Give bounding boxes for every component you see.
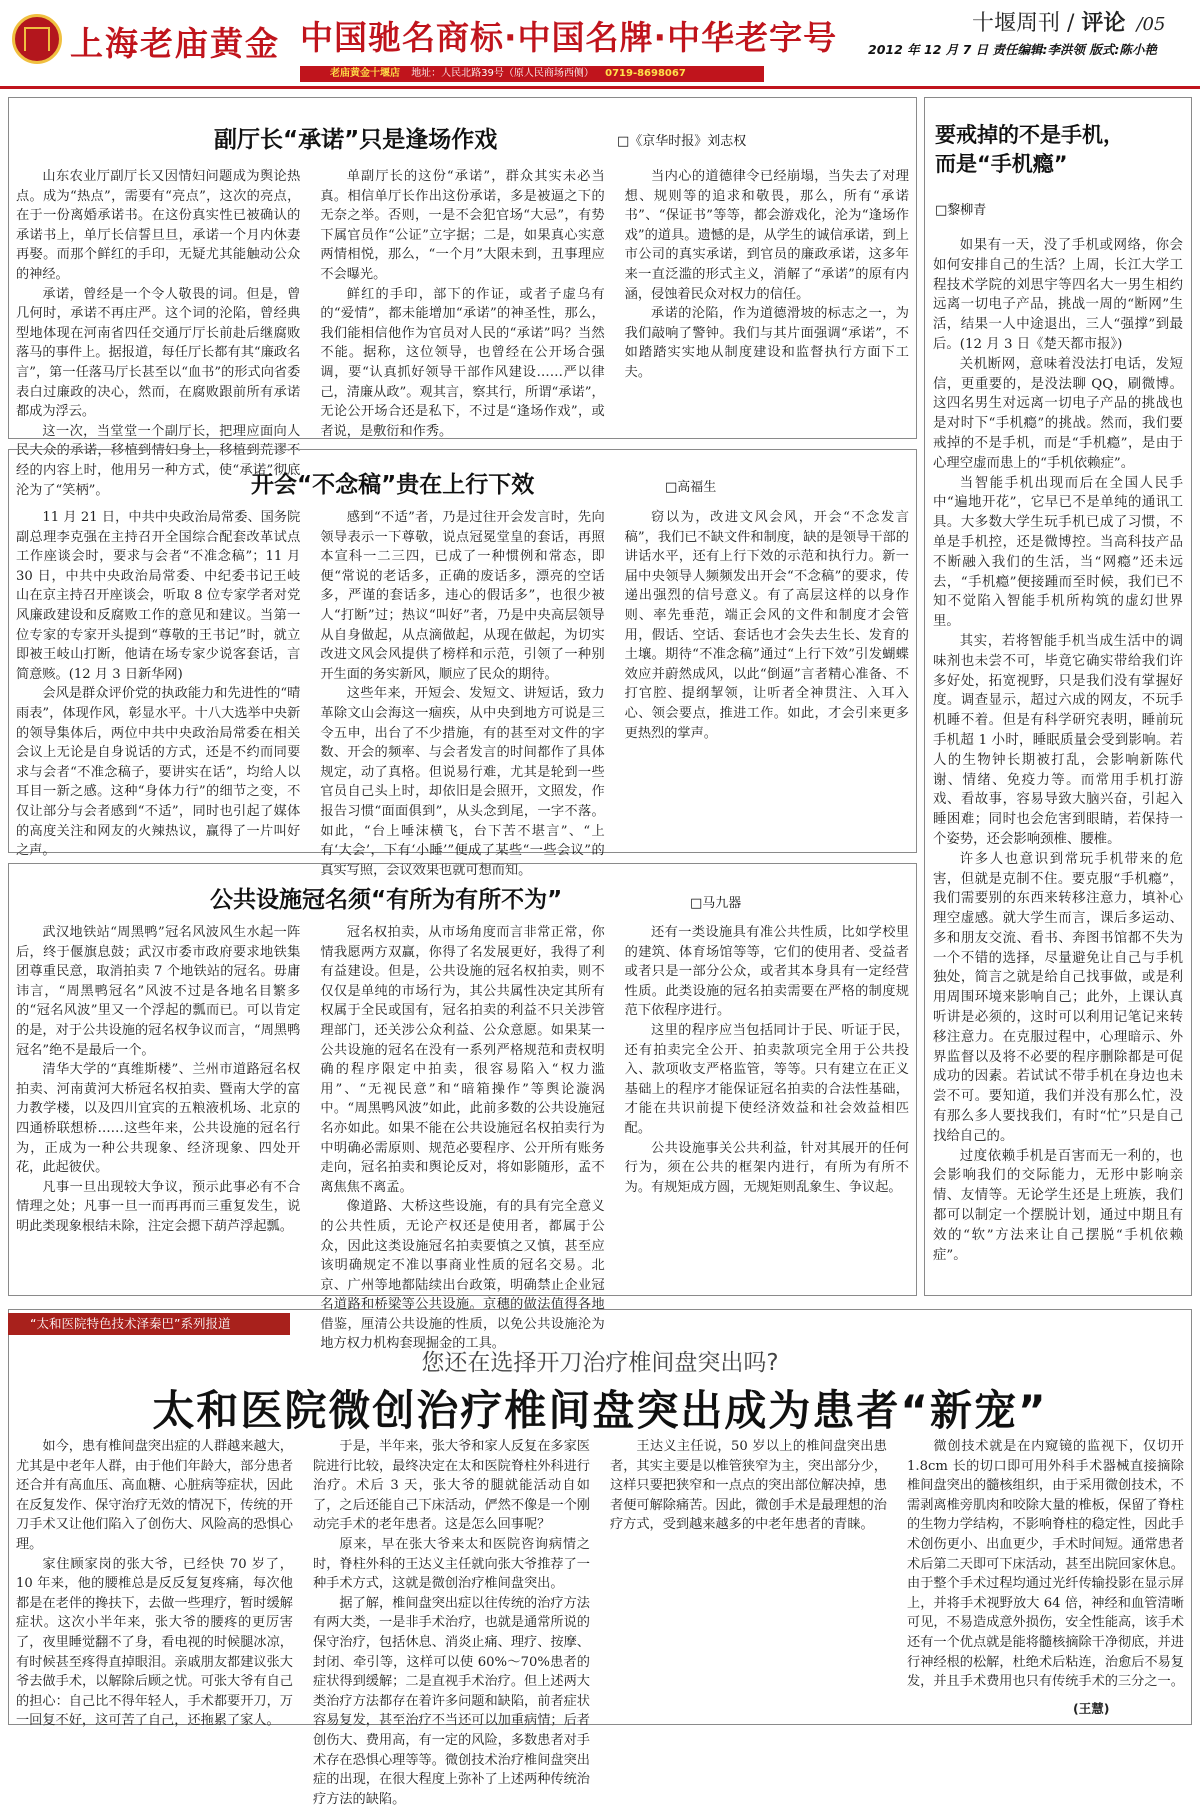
paragraph: 过度依赖手机是百害而无一利的，也会影响我们的交际能力，无形中影响亲情、友情等。无论学生还是上班族，我们都可以制定一个摆脱计划，通过中期且有效的“软”方法来让自己摆脱“手机依赖症”。	[933, 1148, 1183, 1263]
side-title-line-2: 而是“手机瘾”	[935, 152, 1068, 176]
ad-column	[610, 1437, 887, 1697]
paragraph: 感到“不适”者，乃是过往开会发言时，先向领导表示一下尊敬，说点冠冕堂皇的套话，再照本宣科一二三四，已成了一种惯例和常态，即便“常说的老话多，正确的废话多，漂亮的空话多，严谨的套话多，违心的假话多”，也很少被人“打断”过；热议“叫好”者，乃是中央高层领导从自身做起，从点滴做起，从现在做起，为切实改进文风会风提供了榜样和示范，引领了一种别开生面的务实新风，顺应了民众的期待。	[320, 510, 605, 682]
paragraph: 承诺，曾经是一个令人敬畏的词。但是，曾几何时，承诺不再庄严。这个词的沦陷，曾经典型地体现在河南省四任交通厅厅长前赴后继腐败落马的事件上。据报道，每任厅长都有其“廉政名言”，第一任落马厅长甚至以“血书”的形式向省委表白过廉政的决心，然而，在腐败跟前所有承诺都成为浮云。	[16, 286, 301, 420]
article-3-column	[320, 923, 605, 1352]
ad-column	[16, 1437, 293, 1729]
paragraph: 这一次，当堂堂一个副厅长，把理应面向人民大众的承诺，移植到情妇身上，移植到荒谬不经的内容上时，他用另一种方式，使“承诺”彻底沦为了“笑柄”。	[16, 423, 301, 498]
side-article-column	[933, 236, 1183, 1290]
paragraph: 家住顾家岗的张大爷，已经快 70 岁了，10 年来，他的腰椎总是反反复复疼痛，每次他都是在老伴的搀扶下，去做一些理疗，暂时缓解症状。这次小半年来，张大爷的腰疼的更厉害了，夜里睡觉翻不了身，看电视的时候腿冰凉，有时候甚至疼得直掉眼泪。亲戚朋友都建议张大爷去做手术，以解除后顾之忧。可张大爷有自己的担心：自己比不得年轻人，手术都要开刀，万一回复不好，这可苦了自己，还拖累了家人。	[16, 1556, 293, 1729]
paragraph: 武汉地铁站“周黑鸭”冠名风波风生水起一阵后，终于偃旗息鼓；武汉市委市政府要求地铁集团尊重民意，取消拍卖 7 个地铁站的冠名。毋庸讳言，“周黑鸭冠名”风波不过是各地名目繁多的“冠名风波”里又一个浮起的瓢而已。可以肯定的是，对于公共设施的冠名权争议而言，“周黑鸭冠名”绝不是最后一个。	[16, 925, 301, 1058]
paragraph: 于是，半年来，张大爷和家人反复在多家医院进行比较，最终决定在太和医院脊柱外科进行治疗。术后 3 天，张大爷的腿就能活动自如了，之后还能自己下床活动，俨然不像是一个刚动完手术的老年患者。这是怎么回事呢？	[313, 1439, 590, 1533]
paragraph: 还有一类设施具有准公共性质，比如学校里的建筑、体育场馆等等，它们的使用者、受益者或者只是一部分公众，或者其本身具有一定经营性质。此类设施的冠名拍卖需要在严格的制度规范下依程序进行。	[624, 925, 909, 1019]
paragraph: 像道路、大桥这些设施，有的具有完全意义的公共性质，无论产权还是使用者，都属于公众，因此这类设施冠名拍卖要慎之又慎，甚至应该明确规定不准以事商业性质的冠名交易。北京、广州等地都陆续出台政策，明确禁止企业冠名道路和桥梁等公共设施。京穗的做法值得各地借鉴，厘清公共设施的性质，以免公共设施沦为地方权力机构套现掘金的工具。	[320, 1199, 605, 1352]
paragraph: 清华大学的“真维斯楼”、兰州市道路冠名权拍卖、河南黄河大桥冠名权拍卖、暨南大学的富力教学楼，以及四川宜宾的五粮液机场、北京的四通桥联想桥……这些年来，公共设施的冠名行为，正成为一种公共现象、经济现象、四处开花，此起彼伏。	[16, 1062, 301, 1176]
ad-series-tag: “太和医院特色技术泽秦巴”系列报道	[8, 1313, 290, 1335]
header-divider	[0, 86, 1200, 89]
paragraph: 这些年来，开短会、发短文、讲短话，致力革除文山会海这一痼疾，从中央到地方可说是三令五申，出台了不少措施，有的甚至对文件的字数、开会的频率、与会者发言的时间都作了具体规定，动了真格。但说易行难，尤其是轮到一些官员自己头上时，却依旧是会照开，文照发，作报告习惯“面面俱到”，从头念到尾，一字不落。如此，“台上唾沫横飞，台下苦不堪言”、“上有‘大会’，下有‘小睡’”便成了某些“一些会议”的真实写照，会议效果也就可想而知。	[320, 686, 605, 878]
section-name: 评论	[1081, 11, 1126, 36]
store-info-strip	[300, 66, 764, 82]
ad-title: 太和医院微创治疗椎间盘突出成为患者“新宠”	[152, 1386, 1048, 1435]
article-1-byline: □《京华时报》刘志权	[617, 134, 747, 149]
paragraph: 如果有一天，没了手机或网络，你会如何安排自己的生活？上周，长江大学工程技术学院的刘思宇等四名大一男生相约远离一切电子产品，挑战一周的“断网”生活，结果一人中途退出，三人“强撑”到最后。(12 月 3 日《楚天都市报》)	[933, 238, 1183, 352]
brand-name: 上海老庙黄金	[70, 24, 280, 63]
paragraph: 窃以为，改进文风会风，开会“不念发言稿”，我们已不缺文件和制度，缺的是领导干部的讲话水平，还有上行下效的示范和执行力。新一届中央领导人频频发出开会“不念稿”的要求，传递出强烈的信号意义。有了高层这样的以身作则、率先垂范，端正会风的文件和制度才会管用，假话、空话、套话也才会失去生长、发育的土壤。期待“不准念稿”通过“上行下效”引发蝴蝶效应并蔚然成风，以此“倒逼”言者精心准备、不打官腔、提纲挈领，让听者全神贯注、入耳入心、领会要点，推进工作。如此，才会引来更多更热烈的掌声。	[624, 510, 909, 741]
side-article-title	[935, 121, 1124, 179]
ad-column	[313, 1437, 590, 1807]
paragraph: 冠名权拍卖，从市场角度而言非常正常，你情我愿两方双赢，你得了名发展更好，我得了利有益建设。但是，公共设施的冠名权拍卖，则不仅仅是单纯的市场行为，其公共属性决定其所有权属于全民或国有，冠名拍卖的利益不只关涉管理部门，还关涉公众利益、公众意愿。如果某一公共设施的冠名在没有一系列严格规范和责权明确的程序限定中拍卖，很容易陷入“权力滥用”、“无视民意”和“暗箱操作”等舆论漩涡中。“周黑鸭风波”如此，此前多数的公共设施冠名亦如此。如果不能在公共设施冠名权拍卖行为中明确必需原则、规范必要程序、公开所有账务走向，冠名拍卖和舆论反对，将如影随形，孟不离焦焦不离孟。	[320, 925, 605, 1195]
paragraph: 公共设施事关公共利益，针对其展开的任何行为，须在公共的框架内进行，有所为有所不为。有规矩成方圆，无规矩则乱象生、争议起。	[624, 1140, 909, 1195]
paragraph: 微创技术就是在内窥镜的监视下，仅切开 1.8cm 长的切口即可用外科手术器械直接摘除椎间盘突出的髓核组织，由于采用微创技术，不需剥离椎旁肌肉和咬除大量的椎板，保留了脊柱的生物力学结构，不影响脊柱的稳定性，因此手术创伤更小、出血更少，手术时间短。通常患者术后第二天即可下床活动，甚至出院回家休息。由于整个手术过程均通过光纤传输投影在显示屏上，并将手术视野放大 64 倍，神经和血管清晰可见，不易造成意外损伤，安全性能高，该手术还有一个优点就是能将髓核摘除干净彻底，并进行神经根的松解，杜绝术后粘连，治愈后不易复发，并且手术费用也只有传统手术的三分之一。	[907, 1439, 1184, 1690]
store-address: 地址：人民北路39号（原人民商场西侧）	[411, 68, 594, 79]
side-article-byline: □黎柳青	[935, 203, 987, 218]
article-3-title: 公共设施冠名须“有所为有所不为”	[210, 887, 563, 913]
paragraph: 据了解，椎间盘突出症以往传统的治疗方法有两大类，一是非手术治疗，也就是通常所说的保守治疗，包括休息、消炎止痛、理疗、按摩、封闭、牵引等，这样可以使 60%～70%患者的症状得到缓解；二是直视手术治疗。但上述两大类治疗方法都存在着许多问题和缺陷，前者症状容易复发，甚至治疗不当还可以加重病情；后者创伤大、费用高，有一定的风险，多数患者对手术存在恐惧心理等等。微创技术治疗椎间盘突出症的出现，在很大程度上弥补了上述两种传统治疗方法的缺陷。	[313, 1595, 590, 1807]
paragraph: 其实，若将智能手机当成生活中的调味剂也未尝不可，毕竟它确实带给我们许多好处，拓宽视野，只是我们没有掌握好度。调查显示，超过六成的网友，不玩手机睡不着。但是有科学研究表明，睡前玩手机超 1 小时，睡眠质量会受到影响。若人的生物钟长期被打乱，会影响新陈代谢、情绪、免疫力等。而常用手机打游戏、看故事，容易导致大脑兴奋，引起入睡困难；同时也会危害到眼睛，若保持一个姿势，还会影响颈椎、腰椎。	[933, 633, 1183, 847]
article-2-title: 开会“不念稿”贵在上行下效	[251, 472, 535, 498]
paragraph: 关机断网，意味着没法打电话，发短信，更重要的，是没法聊 QQ，刷微博。这四名男生对远离一切电子产品的挑战也是对时下“手机瘾”的挑战。然而，我们要戒掉的不是手机，而是“手机瘾”，是由于心理空虚而患上的“手机依赖症”。	[933, 356, 1183, 471]
store-phone: 0719-8698067	[605, 68, 686, 79]
paragraph: 凡事一旦出现较大争议，预示此事必有不合情理之处；凡事一旦一而再再而三重复发生，说明此类现象根结未除，注定会摁下葫芦浮起瓢。	[16, 1179, 301, 1234]
paragraph: 当智能手机出现而后在全国人民手中“遍地开花”，它早已不是单纯的通讯工具。大多数大学生玩手机已成了习惯，不单是手机控，还是微博控。当高科技产品不断融入我们的生活，当“网瘾”还未远去，“手机瘾”便接踵而至时候，我们已不知不觉陷入智能手机所构筑的虚幻世界里。	[933, 475, 1183, 630]
article-2-column	[16, 508, 301, 859]
paragraph: 原来，早在张大爷来太和医院咨询病情之时，脊柱外科的王达义主任就向张大爷推荐了一种手术方式，这就是微创治疗椎间盘突出。	[313, 1536, 590, 1592]
article-2-column	[625, 508, 909, 846]
ad-signature: (王慧)	[1073, 1701, 1110, 1716]
article-2-body	[16, 508, 909, 878]
ad-subtitle: 您还在选择开刀治疗椎间盘突出吗?	[421, 1350, 779, 1376]
article-3-column	[16, 923, 300, 1289]
date-line: 2012 年 12 月 7 日 责任编辑:李洪领 版式:陈小艳	[868, 42, 1157, 57]
paragraph: 许多人也意识到常玩手机带来的危害，但就是克制不住。要克服“手机瘾”，我们需要别的东西来转移注意力，填补心理空虚感。就大学生而言，课后多运动、多和朋友交流、看书、奔图书馆都不失为一个不错的选择，尽量避免让自己与手机独处，简言之就是给自己找事做，或是利用周围环境来影响自己；此外，上课认真听讲是必须的，这时可以利用记笔记来转移注意力。在克服过程中，心理暗示、外界监督以及将不必要的程序删除都是可促成功的因素。若试试不带手机在身边也未尝不可。要知道，我们并没有那么忙，没有那么多人要找我们，有时“忙”只是自己找给自己的。	[933, 851, 1183, 1144]
store-name: 老庙黄金十堰店	[330, 68, 400, 79]
paragraph: 会风是群众评价党的执政能力和先进性的“晴雨表”，体现作风，彰显水平。十八大选举中央新的领导集体后，两位中共中央政治局常委在相关会议上无论是自身说话的方式，还是不约而同要求与会者“不准念稿子，要讲实在话”，均给人以耳目一新之感。这种“身体力行”的细节之变，不仅让部分与会者感到“不适”，同时也引起了媒体的高度关注和网友的火辣热议，赢得了一片叫好之声。	[16, 686, 301, 859]
article-3-column	[625, 923, 909, 1289]
paragraph: 如今，患有椎间盘突出症的人群越来越大，尤其是中老年人群，由于他们年龄大，部分患者还合并有高血压、高血糖、心脏病等症状，因此在反复发作、保守治疗无效的情况下，传统的开刀手术又让他们陷入了创伤大、风险高的恐惧心理。	[16, 1439, 293, 1552]
article-2-column	[320, 508, 605, 878]
article-1-column	[320, 167, 605, 439]
paragraph: 承诺的沦陷，作为道德滑坡的标志之一，为我们敲响了警钟。我们与其片面强调“承诺”，不如踏踏实实地从制度建设和监督执行方面下工夫。	[624, 306, 909, 380]
brand-slogan: 中国驰名商标·中国名牌·中华老字号	[300, 18, 838, 57]
article-1-column	[16, 167, 301, 498]
side-title-line-1: 要戒掉的不是手机，	[935, 123, 1124, 147]
article-3-byline: □马九器	[690, 896, 742, 911]
publication-title: 十堰周刊 / 评论 /05	[972, 11, 1166, 36]
article-2-byline: □高福生	[665, 480, 717, 495]
article-1-column	[625, 167, 909, 433]
paragraph: 山东农业厅副厅长又因情妇问题成为舆论热点。成为“热点”，需要有“亮点”，这次的亮点，在于一份离婚承诺书。在这份真实性已被确认的承诺书上，单厅长信誓旦旦，承诺一个月内休妻再娶。而那个鲜红的手印，无疑尤其能触动公众的神经。	[16, 169, 301, 282]
brand-logo-icon	[12, 14, 62, 64]
paragraph: 王达义主任说，50 岁以上的椎间盘突出患者，其实主要是以椎管狭窄为主，突出部分少，这样只要把狭窄和一点点的突出部位解决掉，患者便可解除痛苦。因此，微创手术是最理想的治疗方式，受到越来越多的中老年患者的青睐。	[610, 1439, 887, 1533]
paragraph: 当内心的道德律令已经崩塌，当失去了对理想、规则等的追求和敬畏，那么，所有“承诺书”、“保证书”等等，都会游戏化，沦为“逢场作戏”的道具。遗憾的是，从学生的诚信承诺，到上市公司的真实承诺，到官员的廉政承诺，这多年来一直泛滥的形式主义，消解了“承诺”的原有内涵，侵蚀着民众对权力的信任。	[624, 169, 909, 302]
page-number: /05	[1136, 14, 1166, 35]
publication-name: 十堰周刊	[972, 11, 1061, 36]
paragraph: 单副厅长的这份“承诺”，群众其实未必当真。相信单厅长作出这份承诺，多是被逼之下的无奈之举。否则，一是不会犯官场“大忌”，有势下属官员作“公证”立字据；二是，如果真心实意两情相悦，那么，“一个月”大限未到，丑事理应不会曝光。	[320, 169, 605, 282]
paragraph: 这里的程序应当包括同计于民、听证于民，还有拍卖完全公开、拍卖款项完全用于公共投入、款项收支严格监管，等等。只有建立在正义基础上的程序才能保证冠名拍卖的合法性基础，才能在共识前提下使经济效益和社会效益相匹配。	[624, 1022, 909, 1136]
ad-column	[907, 1437, 1184, 1697]
paragraph: 鲜红的手印，部下的作证，或者子虚乌有的“爱情”，都未能增加“承诺”的神圣性，那么，我们能相信他作为官员对人民的“承诺”吗？当然不能。据称，这位领导，也曾经在公开场合强调，要“认真抓好领导干部作风建设……严以律己，清廉从政”。观其言，察其行，所谓“承诺”，无论公开场合还是私下，不过是“逢场作戏”，或者说，是敷衍和作秀。	[320, 286, 605, 439]
paragraph: 11 月 21 日，中共中央政治局常委、国务院副总理李克强在主持召开全国综合配套改革试点工作座谈会时，要求与会者“不准念稿”；11 月 30 日，中共中央政治局常委、中纪委书记王岐山在京主持召开座谈会，听取 8 位专家学者对党风廉政建设和反腐败工作的意见和建议。当第一位专家的专家开头提到“尊敬的王书记”时，就立即被王岐山打断，他请在场专家少说客套话，言简意赅。(12 月 3 日新华网)	[16, 510, 301, 682]
side-article-body	[933, 236, 1183, 1290]
article-1-title: 副厅长“承诺”只是逢场作戏	[214, 127, 498, 153]
